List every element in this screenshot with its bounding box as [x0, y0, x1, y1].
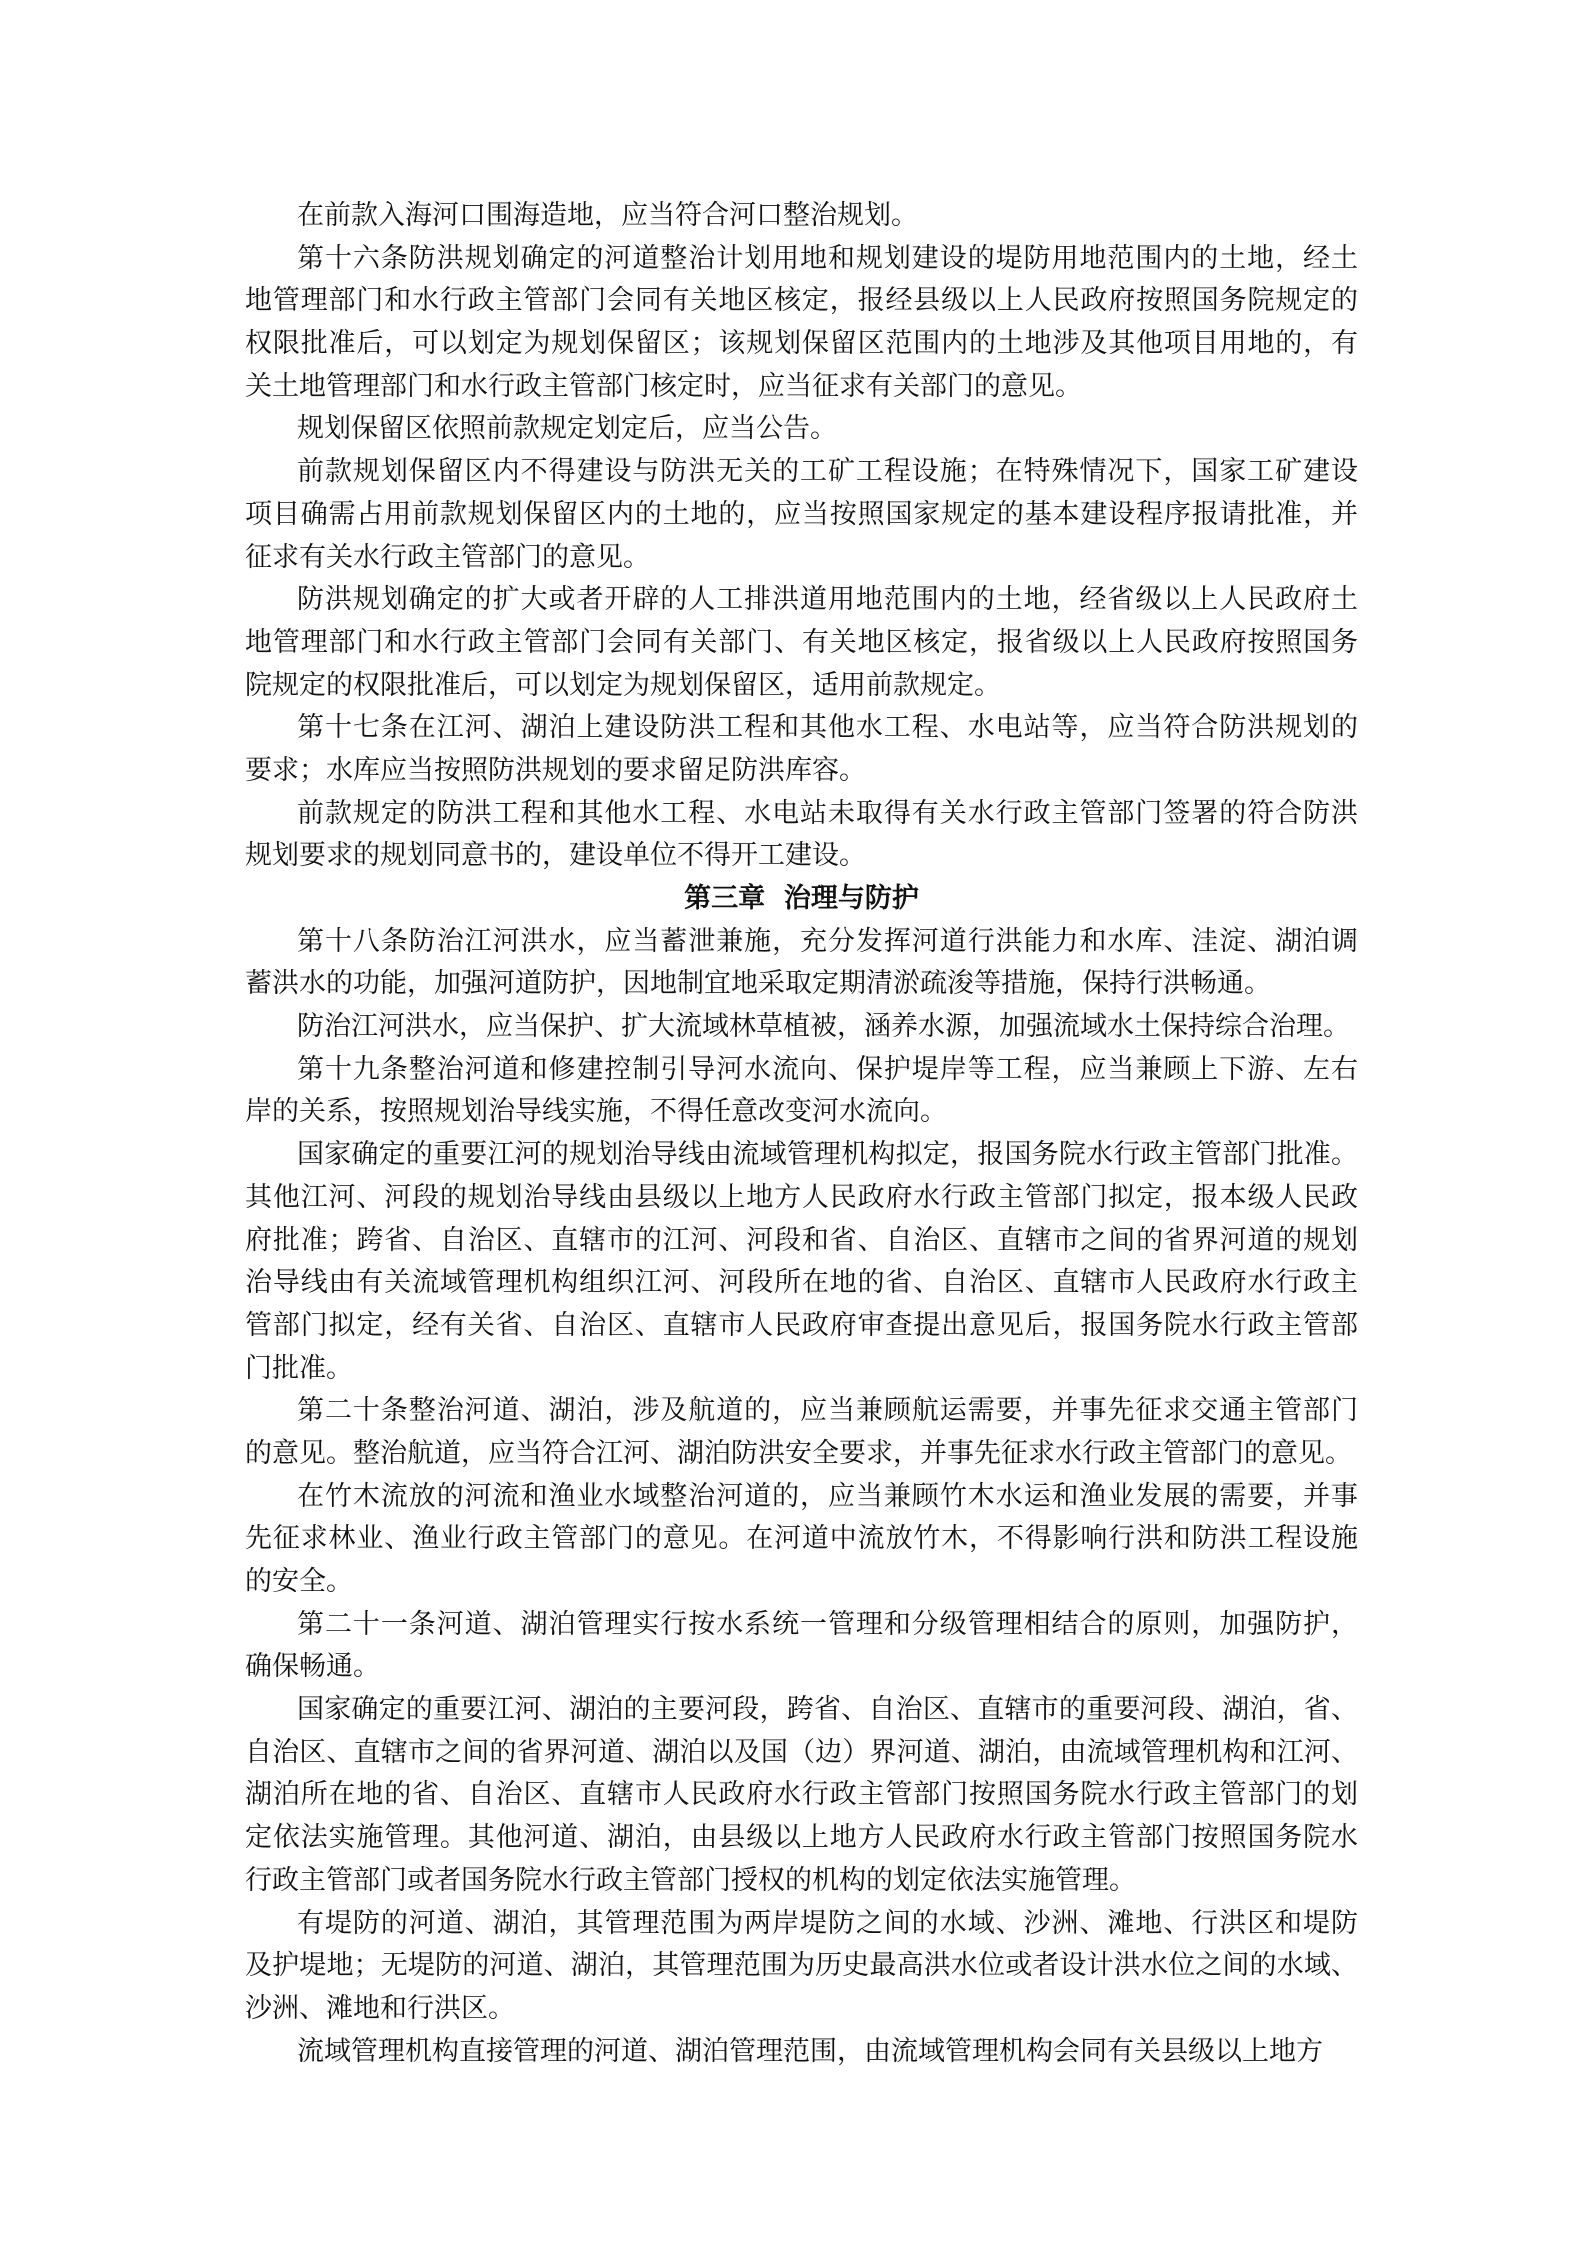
paragraph-line: 行政主管部门或者国务院水行政主管部门授权的机构的划定依法实施管理。 [245, 1864, 1136, 1896]
paragraph [245, 1689, 1358, 1902]
paragraph-line: 项目确需占用前款规划保留区内的土地的，应当按照国家规定的基本建设程序报请批准，并 [245, 498, 1358, 530]
paragraph-line: 第二十条整治河道、湖泊，涉及航道的，应当兼顾航运需要，并事先征求交通主管部门 [297, 1395, 1358, 1427]
paragraph-line: 管部门拟定，经有关省、自治区、直辖市人民政府审查提出意见后，报国务院水行政主管部 [245, 1309, 1358, 1341]
paragraph-line: 岸的关系，按照规划治导线实施，不得任意改变河水流向。 [245, 1096, 947, 1128]
paragraph-line: 有堤防的河道、湖泊，其管理范围为两岸堤防之间的水域、沙洲、滩地、行洪区和堤防 [297, 1907, 1358, 1939]
paragraph [245, 1390, 1358, 1475]
paragraph [245, 2031, 1358, 2074]
paragraph-line: 定依法实施管理。其他河道、湖泊，由县级以上地方人民政府水行政主管部门按照国务院水 [245, 1822, 1358, 1854]
paragraph-line: 自治区、直辖市之间的省界河道、湖泊以及国（边）界河道、湖泊，由流域管理机构和江河、 [245, 1736, 1358, 1768]
paragraph [245, 1476, 1358, 1604]
paragraph-line: 门批准。 [245, 1352, 353, 1384]
paragraph [245, 1006, 1358, 1049]
paragraph [245, 408, 1358, 451]
paragraph [245, 238, 1358, 409]
paragraph-line: 及护堤地；无堤防的河道、湖泊，其管理范围为历史最高洪水位或者设计洪水位之间的水域、 [245, 1950, 1358, 1982]
paragraph [245, 1049, 1358, 1134]
paragraph-line: 蓄洪水的功能，加强河道防护，因地制宜地采取定期清淤疏浚等措施，保持行洪畅通。 [245, 968, 1271, 1000]
paragraph-line: 征求有关水行政主管部门的意见。 [245, 541, 650, 573]
paragraph-line: 的意见。整治航道，应当符合江河、湖泊防洪安全要求，并事先征求水行政主管部门的意见。 [245, 1437, 1352, 1469]
paragraph-line: 国家确定的重要江河、湖泊的主要河段，跨省、自治区、直辖市的重要河段、湖泊，省、 [297, 1694, 1358, 1726]
paragraph-line: 权限批准后，可以划定为规划保留区；该规划保留区范围内的土地涉及其他项目用地的，有 [245, 328, 1358, 360]
paragraph-line: 关土地管理部门和水行政主管部门核定时，应当征求有关部门的意见。 [245, 370, 1082, 402]
paragraph-line: 要求；水库应当按照防洪规划的要求留足防洪库容。 [245, 754, 866, 786]
paragraph [245, 451, 1358, 579]
chapter-heading: 第三章 治理与防护 [684, 883, 919, 914]
paragraph-line: 治导线由有关流域管理机构组织江河、河段所在地的省、自治区、直辖市人民政府水行政主 [245, 1267, 1358, 1299]
paragraph-line: 第十八条防治江河洪水，应当蓄泄兼施，充分发挥河道行洪能力和水库、洼淀、湖泊调 [297, 925, 1358, 957]
paragraph-line: 防治江河洪水，应当保护、扩大流域林草植被，涵养水源，加强流域水土保持综合治理。 [297, 1011, 1350, 1043]
paragraph-line: 规划保留区依照前款规定划定后，应当公告。 [297, 413, 837, 445]
paragraph [245, 1134, 1358, 1390]
paragraph-line: 前款规划保留区内不得建设与防洪无关的工矿工程设施；在特殊情况下，国家工矿建设 [297, 456, 1358, 488]
paragraph-line: 在前款入海河口围海造地，应当符合河口整治规划。 [297, 200, 918, 231]
paragraph [245, 707, 1358, 792]
paragraph-line: 在竹木流放的河流和渔业水域整治河道的，应当兼顾竹木水运和渔业发展的需要，并事 [297, 1480, 1358, 1512]
paragraph-line: 先征求林业、渔业行政主管部门的意见。在河道中流放竹木，不得影响行洪和防洪工程设施 [245, 1523, 1358, 1555]
paragraph-line: 流域管理机构直接管理的河道、湖泊管理范围，由流域管理机构会同有关县级以上地方 [297, 2035, 1323, 2067]
paragraph [245, 793, 1358, 878]
paragraph-line: 湖泊所在地的省、自治区、直辖市人民政府水行政主管部门按照国务院水行政主管部门的划 [245, 1779, 1358, 1811]
paragraph [245, 579, 1358, 707]
paragraph-line: 国家确定的重要江河的规划治导线由流域管理机构拟定，报国务院水行政主管部门批准。 [297, 1139, 1358, 1171]
paragraph-line: 府批准；跨省、自治区、直辖市的江河、河段和省、自治区、直辖市之间的省界河道的规划 [245, 1224, 1358, 1256]
paragraph-line: 第二十一条河道、湖泊管理实行按水系统一管理和分级管理相结合的原则，加强防护， [297, 1608, 1358, 1640]
paragraph [245, 1604, 1358, 1689]
paragraph-line: 地管理部门和水行政主管部门会同有关部门、有关地区核定，报省级以上人民政府按照国务 [245, 626, 1358, 658]
paragraph-line: 规划要求的规划同意书的，建设单位不得开工建设。 [245, 840, 866, 872]
paragraph-line: 其他江河、河段的规划治导线由县级以上地方人民政府水行政主管部门拟定，报本级人民政 [245, 1181, 1358, 1213]
paragraph [245, 1903, 1358, 2031]
paragraph-line: 第十七条在江河、湖泊上建设防洪工程和其他水工程、水电站等，应当符合防洪规划的 [297, 712, 1358, 744]
document-body [245, 195, 1358, 2073]
paragraph [245, 921, 1358, 1006]
paragraph-line: 确保畅通。 [245, 1651, 380, 1683]
paragraph-line: 沙洲、滩地和行洪区。 [245, 1992, 515, 2024]
paragraph-line: 的安全。 [245, 1566, 353, 1597]
paragraph-line: 防洪规划确定的扩大或者开辟的人工排洪道用地范围内的土地，经省级以上人民政府土 [297, 584, 1358, 616]
paragraph-line: 地管理部门和水行政主管部门会同有关地区核定，报经县级以上人民政府按照国务院规定的 [245, 285, 1358, 317]
paragraph-line: 院规定的权限批准后，可以划定为规划保留区，适用前款规定。 [245, 669, 1001, 701]
paragraph-line: 第十九条整治河道和修建控制引导河水流向、保护堤岸等工程，应当兼顾上下游、左右 [297, 1053, 1358, 1085]
paragraph-line: 第十六条防洪规划确定的河道整治计划用地和规划建设的堤防用地范围内的土地，经土 [297, 242, 1358, 274]
paragraph-line: 前款规定的防洪工程和其他水工程、水电站未取得有关水行政主管部门签署的符合防洪 [297, 797, 1358, 829]
paragraph [245, 195, 1358, 238]
